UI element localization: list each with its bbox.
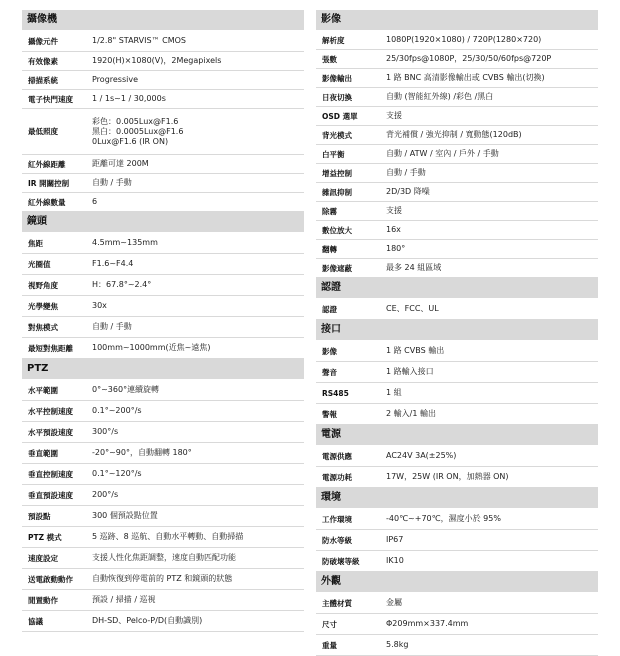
spec-row <box>316 551 598 572</box>
spec-row <box>316 446 598 467</box>
spec-value-line: DH-SD、Pelco-P/D(自動識別) <box>92 616 203 625</box>
spec-value-line: 16x <box>386 225 401 234</box>
spec-label: 數位放大 <box>322 225 352 235</box>
section-header: 環境 <box>316 488 598 508</box>
spec-value <box>386 70 598 86</box>
spec-label: 視野角度 <box>28 280 58 290</box>
spec-value <box>92 298 304 314</box>
spec-label: 電源功耗 <box>322 472 352 482</box>
spec-value-line: 30x <box>92 301 107 310</box>
spec-value <box>92 445 304 461</box>
spec-value-line: 4.5mm~135mm <box>92 238 158 247</box>
spec-label: 警報 <box>322 409 337 419</box>
spec-value-line: 0°~360°連續旋轉 <box>92 385 160 394</box>
spec-row <box>22 109 304 155</box>
spec-value <box>386 146 598 162</box>
spec-row <box>22 233 304 254</box>
spec-value-line: 200°/s <box>92 490 119 499</box>
spec-label: 預設點 <box>28 511 51 521</box>
spec-label: 電源供應 <box>322 451 352 461</box>
spec-value-line: 0.1°~120°/s <box>92 469 142 478</box>
spec-value <box>386 532 598 548</box>
spec-label: IR 開關控制 <box>28 178 70 188</box>
spec-row <box>316 145 598 164</box>
spec-label: 雜訊抑制 <box>322 187 352 197</box>
spec-value-line: F1.6~F4.4 <box>92 259 134 268</box>
spec-label: 垂直控制速度 <box>28 469 73 479</box>
spec-value-line: 6 <box>92 197 98 206</box>
spec-row <box>22 338 304 359</box>
spec-value <box>92 550 304 566</box>
spec-row <box>22 254 304 275</box>
spec-label: 翻轉 <box>322 244 337 254</box>
spec-value <box>92 382 304 398</box>
spec-value <box>92 340 304 356</box>
left-spec-column <box>22 10 304 632</box>
spec-row <box>316 107 598 126</box>
spec-value <box>92 235 304 251</box>
spec-value <box>386 203 598 219</box>
spec-label: 紅外線距離 <box>28 159 66 169</box>
spec-value-line: 17W，25W (IR ON，加熱器 ON) <box>386 472 509 481</box>
right-spec-column <box>316 10 598 656</box>
spec-label: 工作環境 <box>322 514 352 524</box>
spec-row <box>316 341 598 362</box>
spec-label: 解析度 <box>322 35 345 45</box>
spec-row <box>316 202 598 221</box>
spec-value <box>92 508 304 524</box>
spec-value <box>386 32 598 48</box>
spec-label: 對焦模式 <box>28 322 58 332</box>
spec-value <box>92 33 304 49</box>
spec-value-line: 最多 24 組區域 <box>386 263 442 272</box>
spec-row <box>22 422 304 443</box>
spec-value <box>386 260 598 276</box>
section-header: 外觀 <box>316 572 598 592</box>
spec-row <box>316 530 598 551</box>
spec-value <box>386 553 598 569</box>
spec-row <box>316 164 598 183</box>
spec-value <box>92 156 304 172</box>
spec-value-line: 1920(H)×1080(V)，2Megapixels <box>92 56 222 65</box>
spec-row <box>22 317 304 338</box>
spec-value-line: 支援人性化焦距調整，速度自動匹配功能 <box>92 553 236 562</box>
spec-row <box>316 88 598 107</box>
spec-label: PTZ 模式 <box>28 532 62 542</box>
spec-row <box>22 193 304 212</box>
spec-value <box>386 108 598 124</box>
spec-value <box>92 72 304 88</box>
spec-row <box>22 590 304 611</box>
spec-value <box>92 424 304 440</box>
spec-row <box>316 635 598 656</box>
spec-row <box>22 90 304 109</box>
spec-row <box>316 509 598 530</box>
spec-row <box>316 50 598 69</box>
spec-value-line: 黑白：0.0005Lux@F1.6 <box>92 126 184 136</box>
spec-value-line: 25/30fps@1080P，25/30/50/60fps@720P <box>386 54 552 63</box>
spec-row <box>316 240 598 259</box>
spec-value-line: 彩色：0.005Lux@F1.6 <box>92 116 179 126</box>
spec-row <box>22 401 304 422</box>
spec-label: 除霧 <box>322 206 337 216</box>
spec-label: 影像遮蔽 <box>322 263 352 273</box>
spec-value <box>386 165 598 181</box>
spec-label: 光圈值 <box>28 259 51 269</box>
spec-value-line: 100mm~1000mm(近焦~遠焦) <box>92 343 211 352</box>
spec-value-line: 預設 / 掃描 / 巡視 <box>92 595 156 604</box>
spec-row <box>316 404 598 425</box>
spec-row <box>316 383 598 404</box>
spec-value-line: 自動恢復到停電前的 PTZ 和鏡頭的狀態 <box>92 574 233 583</box>
spec-label: 垂直預設速度 <box>28 490 73 500</box>
spec-value <box>386 406 598 422</box>
spec-label: 白平衡 <box>322 149 345 159</box>
spec-row <box>22 443 304 464</box>
spec-row <box>316 31 598 50</box>
spec-value <box>92 114 304 150</box>
spec-label: 水平預設速度 <box>28 427 73 437</box>
spec-value <box>386 616 598 632</box>
spec-label: 防水等級 <box>322 535 352 545</box>
spec-value-line: 距離可達 200M <box>92 159 149 168</box>
spec-row <box>316 593 598 614</box>
spec-label: 主體材質 <box>322 598 352 608</box>
spec-value <box>386 364 598 380</box>
spec-value <box>92 403 304 419</box>
spec-row <box>22 380 304 401</box>
spec-value <box>92 277 304 293</box>
spec-value <box>386 127 598 143</box>
spec-label: 送電啟動動作 <box>28 574 73 584</box>
section-header: 影像 <box>316 10 598 30</box>
spec-value-line: 0Lux@F1.6 (IR ON) <box>92 136 169 146</box>
spec-value-line: 自動 / 手動 <box>92 178 132 187</box>
spec-label: 電子快門速度 <box>28 94 73 104</box>
spec-value <box>92 91 304 107</box>
spec-row <box>316 299 598 320</box>
spec-value <box>386 469 598 485</box>
spec-value <box>386 51 598 67</box>
spec-value-line: 1 組 <box>386 388 402 397</box>
spec-label: 水平控制速度 <box>28 406 73 416</box>
spec-label: 協議 <box>28 616 43 626</box>
spec-value <box>386 301 598 317</box>
spec-value <box>386 385 598 401</box>
spec-value <box>386 184 598 200</box>
spec-value <box>386 222 598 238</box>
spec-value-line: 金屬 <box>386 598 402 607</box>
spec-row <box>316 259 598 278</box>
spec-row <box>316 183 598 202</box>
spec-row <box>22 485 304 506</box>
spec-value-line: H：67.8°~2.4° <box>92 280 152 289</box>
spec-row <box>22 71 304 90</box>
spec-value <box>386 343 598 359</box>
spec-label: 最低照度 <box>28 127 58 136</box>
spec-value <box>386 511 598 527</box>
section-header: 接口 <box>316 320 598 340</box>
spec-value-line: 自動 / 手動 <box>386 168 426 177</box>
spec-value-line: AC24V 3A(±25%) <box>386 451 457 460</box>
spec-value-line: 180° <box>386 244 406 253</box>
spec-label: 認證 <box>322 304 337 314</box>
spec-row <box>22 31 304 52</box>
spec-label: 速度設定 <box>28 553 58 563</box>
spec-row <box>316 614 598 635</box>
spec-label: 日夜切換 <box>322 92 352 102</box>
spec-value-line: IK10 <box>386 556 404 565</box>
spec-value <box>386 448 598 464</box>
spec-value <box>92 53 304 69</box>
spec-value <box>92 487 304 503</box>
spec-value-line: 支援 <box>386 111 402 120</box>
spec-label: 最短對焦距離 <box>28 343 73 353</box>
spec-value-line: 2D/3D 降噪 <box>386 187 430 196</box>
spec-value <box>92 194 304 210</box>
spec-label: 重量 <box>322 640 337 650</box>
spec-label: 光學變焦 <box>28 301 58 311</box>
spec-label: 張數 <box>322 54 337 64</box>
spec-value <box>92 256 304 272</box>
spec-value-line: 5.8kg <box>386 640 409 649</box>
spec-row <box>22 527 304 548</box>
spec-value <box>386 241 598 257</box>
spec-value-line: 1080P(1920×1080) / 720P(1280×720) <box>386 35 542 44</box>
spec-row <box>22 52 304 71</box>
spec-label: 聲音 <box>322 367 337 377</box>
spec-label: 影像輸出 <box>322 73 352 83</box>
section-header: 攝像機 <box>22 10 304 30</box>
spec-label: 攝像元件 <box>28 36 58 46</box>
spec-value-line: 1/2.8" STARVIS™ CMOS <box>92 36 186 45</box>
spec-value-line: 背光補償 / 強光抑制 / 寬動態(120dB) <box>386 130 522 139</box>
spec-value-line: 5 巡跡、8 巡航、自動水平轉動、自動掃描 <box>92 532 244 541</box>
spec-value-line: 1 路 CVBS 輸出 <box>386 346 445 355</box>
spec-value <box>386 595 598 611</box>
spec-label: 尺寸 <box>322 619 337 629</box>
spec-value <box>386 89 598 105</box>
spec-value-line: 2 輸入/1 輸出 <box>386 409 436 418</box>
spec-value <box>92 571 304 587</box>
spec-value-line: 自動 / 手動 <box>92 322 132 331</box>
spec-label: 水平範圍 <box>28 385 58 395</box>
section-header: 電源 <box>316 425 598 445</box>
spec-label: 增益控制 <box>322 168 352 178</box>
spec-value <box>92 592 304 608</box>
spec-value <box>92 466 304 482</box>
spec-row <box>316 362 598 383</box>
spec-value-line: -40℃~+70℃，濕度小於 95% <box>386 514 501 523</box>
spec-value-line: 300°/s <box>92 427 119 436</box>
spec-value <box>92 529 304 545</box>
spec-value-line: 1 / 1s~1 / 30,000s <box>92 94 166 103</box>
spec-value-line: Progressive <box>92 75 139 84</box>
spec-row <box>316 69 598 88</box>
spec-label: 背光模式 <box>322 130 352 140</box>
spec-row <box>22 174 304 193</box>
spec-value-line: IP67 <box>386 535 404 544</box>
spec-label: 紅外線數量 <box>28 197 66 207</box>
spec-row <box>316 221 598 240</box>
spec-value-line: CE、FCC、UL <box>386 304 439 313</box>
section-header: 認證 <box>316 278 598 298</box>
spec-row <box>22 611 304 632</box>
spec-value-line: 支援 <box>386 206 402 215</box>
spec-value-line: 1 路 BNC 高清影像輸出或 CVBS 輸出(切換) <box>386 73 545 82</box>
section-header: PTZ <box>22 359 304 379</box>
spec-row <box>22 464 304 485</box>
spec-label: 掃描系統 <box>28 75 58 85</box>
spec-label: 閒置動作 <box>28 595 58 605</box>
spec-row <box>22 548 304 569</box>
spec-value <box>92 175 304 191</box>
spec-value <box>386 637 598 653</box>
spec-value-line: 1 路輸入接口 <box>386 367 434 376</box>
spec-label: 影像 <box>322 346 337 356</box>
spec-label: RS485 <box>322 388 349 398</box>
spec-value-line: -20°~90°，自動翻轉 180° <box>92 448 192 457</box>
spec-value-line: 自動 (智能紅外線) /彩色 /黑白 <box>386 92 494 101</box>
spec-value <box>92 613 304 629</box>
spec-row <box>22 506 304 527</box>
spec-row <box>22 569 304 590</box>
spec-row <box>316 126 598 145</box>
spec-label: 有效像素 <box>28 56 58 66</box>
spec-row <box>22 275 304 296</box>
section-header: 鏡頭 <box>22 212 304 232</box>
spec-row <box>316 467 598 488</box>
spec-value <box>92 319 304 335</box>
spec-value-line: 0.1°~200°/s <box>92 406 142 415</box>
spec-label: 垂直範圍 <box>28 448 58 458</box>
spec-label: 防破壞等級 <box>322 556 360 566</box>
spec-value-line: 300 個預設點位置 <box>92 511 158 520</box>
spec-row <box>22 155 304 174</box>
spec-value-line: Φ209mm×337.4mm <box>386 619 469 628</box>
spec-value-line: 自動 / ATW / 室內 / 戶外 / 手動 <box>386 149 499 158</box>
spec-label: 焦距 <box>28 238 43 248</box>
spec-label: OSD 選單 <box>322 111 358 121</box>
spec-row <box>22 296 304 317</box>
